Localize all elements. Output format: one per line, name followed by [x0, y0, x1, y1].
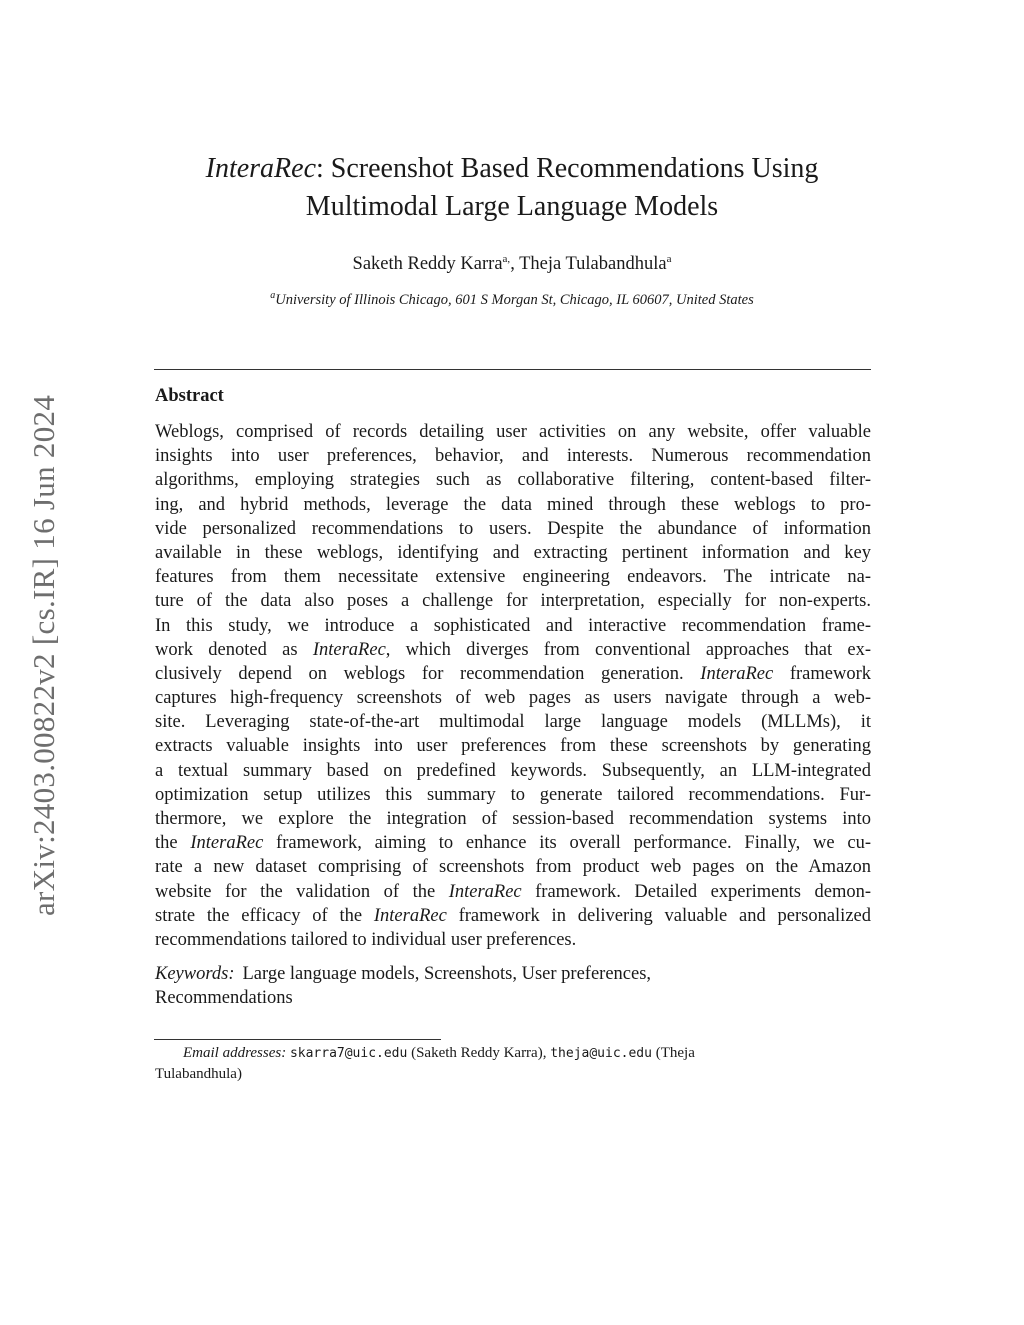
abstract-line: [155, 541, 871, 565]
abstract-line: [155, 710, 871, 734]
abstract-line: [155, 517, 871, 541]
abstract-text: clusively depend on weblogs for recommendation generation.: [155, 663, 701, 684]
arxiv-identifier: arXiv:2403.00822v2 [cs.IR] 16 Jun 2024: [26, 394, 61, 916]
footnote-rule: [154, 1039, 441, 1040]
abstract-framework-name: InteraRec: [312, 639, 386, 660]
author-mark: a,: [502, 253, 511, 265]
abstract-text: a textual summary based on predefined keywords. Subsequently, an LLM-integrated: [155, 760, 871, 781]
abstract-text: extracts valuable insights into user preferences from these screenshots by generating: [155, 736, 871, 757]
abstract-text: rate a new dataset comprising of screenshots from product web pages on the Amazon: [155, 857, 871, 878]
abstract-framework-name: InteraRec: [373, 905, 447, 926]
author-name: Saketh Reddy Karra: [352, 254, 503, 275]
author-separator: ,: [510, 254, 520, 275]
abstract-text: strate the efficacy of the: [155, 905, 374, 926]
abstract-line: [155, 734, 871, 758]
abstract-body: [155, 420, 871, 952]
abstract-line: [155, 493, 871, 517]
abstract-text: thermore, we explore the integration of session-based recommendation systems into: [155, 809, 871, 829]
abstract-framework-name: InteraRec: [448, 881, 522, 902]
abstract-text: , which diverges from conventional approaches that ex-: [385, 639, 871, 660]
abstract-line: [155, 759, 871, 783]
abstract-text: site. Leveraging state-of-the-art multimodal large language models (MLLMs), it: [155, 712, 871, 733]
abstract-line: [155, 928, 871, 952]
abstract-text: framework. Detailed experiments demon-: [521, 881, 871, 902]
email-link-karra[interactable]: skarra7@uic.edu: [289, 1046, 408, 1061]
paper-title: [150, 150, 874, 226]
footnote-label: Email addresses:: [183, 1045, 287, 1061]
affiliation-text: University of Illinois Chicago, 601 S Morgan St, Chicago, IL 60607, United States: [275, 291, 754, 308]
title-framework-name: InteraRec: [205, 153, 317, 184]
abstract-line: [155, 638, 871, 662]
abstract-line: [155, 565, 871, 589]
abstract-text: framework: [773, 663, 871, 684]
abstract-text: vide personalized recommendations to users. Despite the abundance of information: [155, 518, 871, 539]
abstract-text: Weblogs, comprised of records detailing user activities on any website, offer valuable: [155, 422, 871, 442]
abstract-top-rule: [154, 369, 871, 370]
abstract-line: [155, 904, 871, 928]
abstract-text: website for the validation of the: [155, 881, 449, 902]
abstract-line: [155, 783, 871, 807]
keywords-line2: Recommendations: [155, 988, 293, 1009]
email-link-tulabandhula[interactable]: theja@uic.edu: [550, 1046, 652, 1061]
abstract-line: [155, 662, 871, 686]
abstract-text: ing, and hybrid methods, leverage the data mined through these weblogs to pro-: [155, 494, 871, 515]
author-list: [150, 253, 874, 275]
abstract-text: recommendations tailored to individual user preferences.: [155, 929, 577, 950]
abstract-text: optimization setup utilizes this summary to generate tailored recommendations. Fur-: [155, 784, 871, 805]
abstract-line: [155, 855, 871, 879]
abstract-text: framework, aiming to enhance its overall performance. Finally, we cu-: [263, 833, 871, 854]
footnote-name2: (Theja: [651, 1045, 695, 1061]
abstract-text: insights into user preferences, behavior, and interests. Numerous recommendation: [155, 446, 871, 467]
affiliation: [150, 290, 874, 309]
abstract-text: features from them necessitate extensive engineering endeavors. The intricate na-: [155, 567, 871, 588]
author-mark: a: [666, 253, 672, 265]
footnote-line2: Tulabandhula): [155, 1066, 242, 1082]
keywords-line1: Large language models, Screenshots, User preferences,: [242, 964, 652, 984]
footnote-name1: (Saketh Reddy Karra),: [407, 1045, 551, 1061]
abstract-line: [155, 807, 871, 831]
abstract-text: work denoted as: [155, 639, 313, 660]
abstract-text: available in these weblogs, identifying and extracting pertinent information and key: [155, 542, 871, 563]
keywords-label: Keywords:: [155, 964, 235, 984]
abstract-text: framework in delivering valuable and personalized: [446, 905, 871, 926]
abstract-text: ture of the data also poses a challenge for interpretation, especially for non-experts.: [155, 591, 871, 612]
keywords: [155, 962, 871, 1010]
abstract-heading: Abstract: [155, 386, 224, 406]
footnote: [155, 1043, 871, 1084]
abstract-line: [155, 444, 871, 468]
abstract-line: [155, 468, 871, 492]
abstract-framework-name: InteraRec: [190, 833, 264, 854]
abstract-line: [155, 614, 871, 638]
abstract-framework-name: InteraRec: [700, 663, 774, 684]
title-line2: Multimodal Large Language Models: [305, 191, 719, 222]
abstract-text: the: [155, 833, 191, 854]
author-name: Theja Tulabandhula: [519, 254, 667, 275]
abstract-text: captures high-frequency screenshots of web pages as users navigate through a web-: [155, 688, 871, 709]
abstract-line: [155, 420, 871, 444]
abstract-text: In this study, we introduce a sophisticated and interactive recommendation frame-: [155, 615, 871, 636]
affiliation-mark: a: [270, 290, 276, 301]
abstract-line: [155, 831, 871, 855]
abstract-text: algorithms, employing strategies such as collaborative filtering, content-based filter-: [155, 470, 871, 491]
title-line1-rest: : Screenshot Based Recommendations Using: [316, 153, 819, 184]
abstract-line: [155, 880, 871, 904]
abstract-line: [155, 589, 871, 613]
abstract-line: [155, 686, 871, 710]
